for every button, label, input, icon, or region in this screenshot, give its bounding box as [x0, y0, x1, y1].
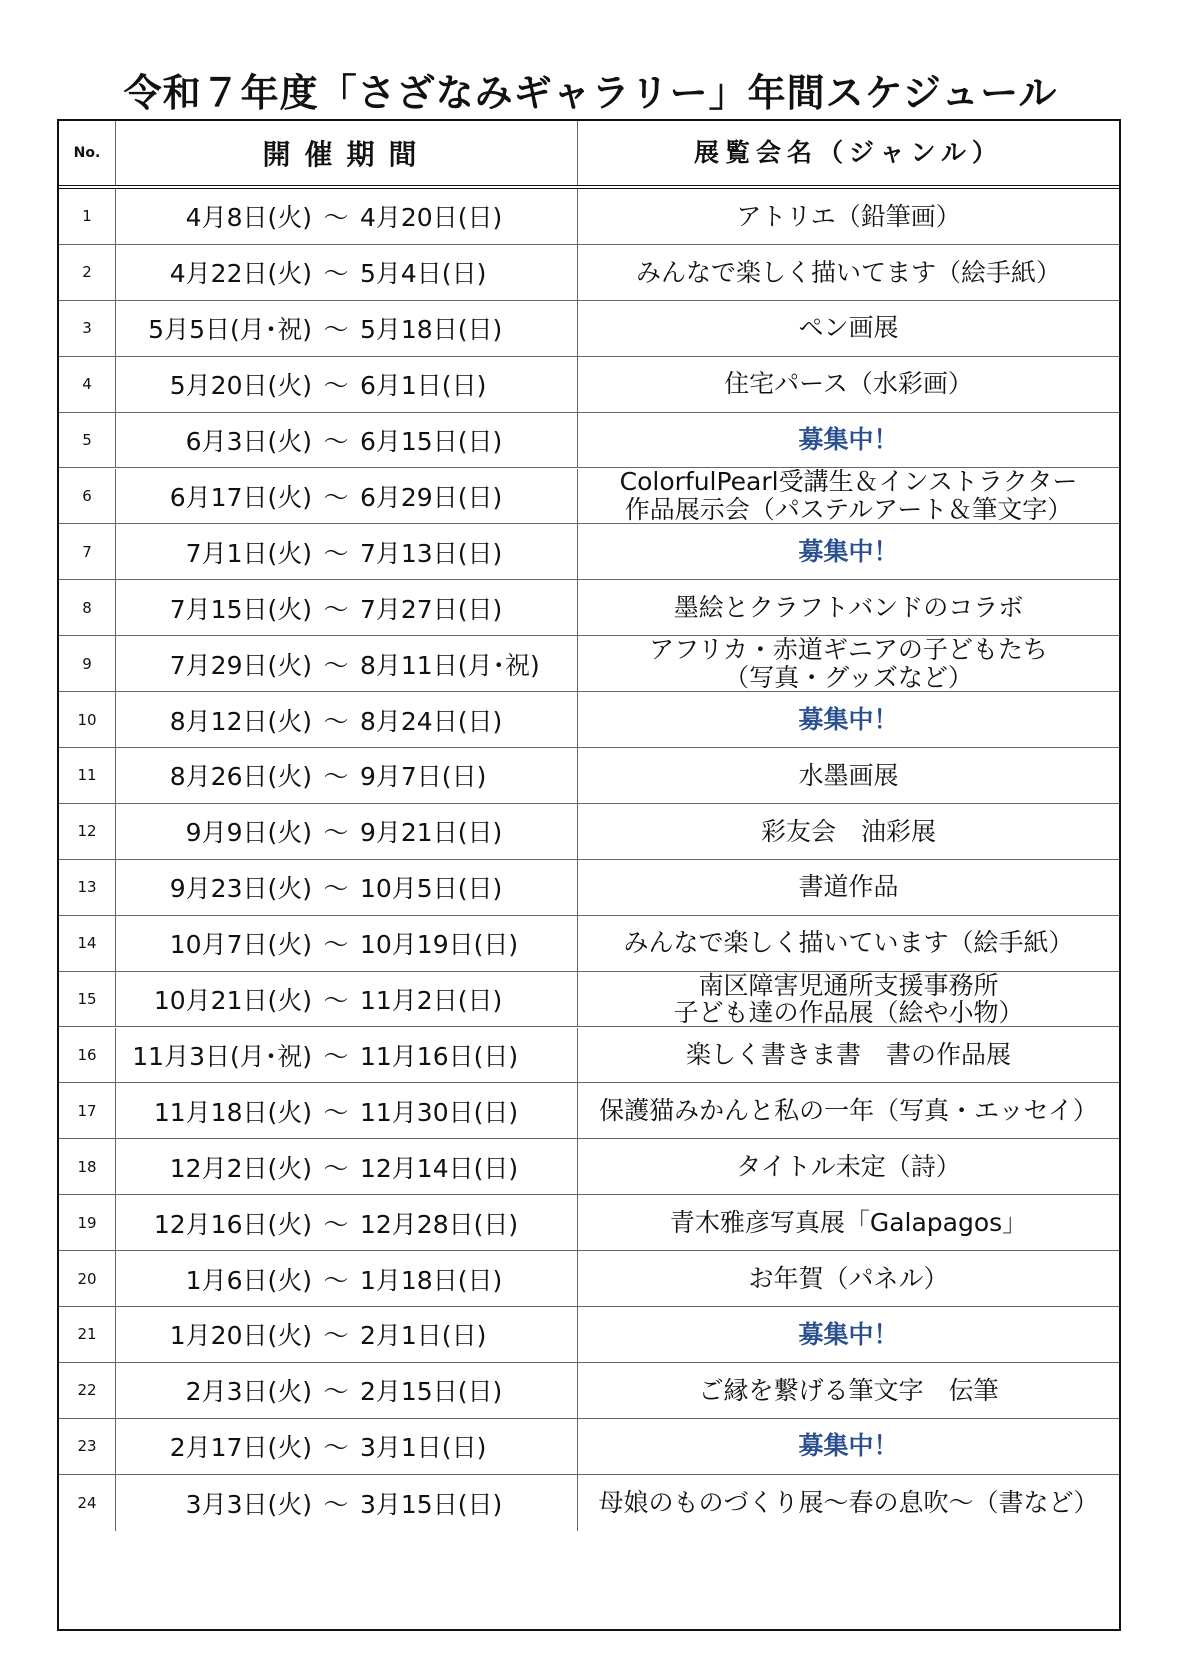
exhibition-name-line: 書道作品	[798, 872, 899, 902]
row-period	[116, 692, 578, 747]
exhibition-name-line: 青木雅彦写真展「Galapagos」	[669, 1207, 1028, 1237]
period-end: 8月24日(日)	[360, 706, 503, 736]
period-separator: ～	[323, 482, 349, 512]
period-end: 6月15日(日)	[360, 427, 503, 457]
exhibition-name	[578, 1028, 1119, 1083]
row-number: 4	[59, 357, 116, 412]
period-separator: ～	[323, 259, 349, 289]
exhibition-name	[578, 1083, 1119, 1138]
row-period	[116, 1307, 578, 1362]
exhibition-name	[578, 1195, 1119, 1250]
row-number: 15	[59, 972, 116, 1027]
period-start: 2月3日(火)	[185, 1377, 312, 1407]
period-separator: ～	[323, 538, 349, 568]
period-end: 10月19日(日)	[360, 930, 519, 960]
exhibition-name-line: ご縁を繋げる筆文字 伝筆	[698, 1375, 999, 1405]
period-start: 7月1日(火)	[185, 538, 312, 568]
period-end: 6月29日(日)	[360, 482, 503, 512]
row-number: 16	[59, 1028, 116, 1083]
period-end: 9月7日(日)	[360, 762, 487, 792]
period-separator: ～	[323, 1433, 349, 1463]
period-start: 1月20日(火)	[169, 1321, 312, 1351]
exhibition-name	[578, 972, 1119, 1027]
period-start: 5月5日(月･祝)	[148, 315, 312, 345]
row-number: 11	[59, 748, 116, 803]
period-start: 12月2日(火)	[169, 1153, 312, 1183]
row-number: 20	[59, 1251, 116, 1306]
row-period	[116, 1419, 578, 1474]
table-row	[59, 524, 1119, 580]
table-row	[59, 357, 1119, 413]
period-start: 6月17日(火)	[169, 482, 312, 512]
period-separator: ～	[323, 986, 349, 1016]
exhibition-name	[578, 1251, 1119, 1306]
period-separator: ～	[323, 650, 349, 680]
period-end: 7月13日(日)	[360, 538, 503, 568]
table-row	[59, 580, 1119, 636]
exhibition-name-line: （写真・グッズなど）	[724, 662, 973, 692]
period-start: 9月9日(火)	[185, 818, 312, 848]
period-separator: ～	[323, 1153, 349, 1183]
table-row	[59, 1419, 1119, 1475]
header-period: 開催期間	[116, 121, 578, 185]
recruiting-label	[578, 524, 1119, 579]
table-row	[59, 1307, 1119, 1363]
table-row	[59, 804, 1119, 860]
period-end: 12月28日(日)	[360, 1209, 519, 1239]
period-start: 9月23日(火)	[169, 874, 312, 904]
row-number: 6	[59, 469, 116, 524]
period-end: 1月18日(日)	[360, 1265, 503, 1295]
period-start: 5月20日(火)	[169, 371, 312, 401]
exhibition-name-line: みんなで楽しく描いてます（絵手紙）	[635, 257, 1061, 287]
exhibition-name-line: 住宅パース（水彩画）	[724, 369, 973, 399]
table-row	[59, 1475, 1119, 1531]
period-separator: ～	[323, 818, 349, 848]
recruiting-label	[578, 413, 1119, 468]
period-separator: ～	[323, 1489, 349, 1519]
table-row	[59, 1363, 1119, 1419]
exhibition-name-line: 子ども達の作品展（絵や小物）	[673, 998, 1024, 1028]
row-period	[116, 1028, 578, 1083]
period-start: 8月26日(火)	[169, 762, 312, 792]
period-end: 5月18日(日)	[360, 315, 503, 345]
period-end: 9月21日(日)	[360, 818, 503, 848]
row-number: 21	[59, 1307, 116, 1362]
exhibition-name-line: 募集中！	[798, 537, 899, 567]
table-row	[59, 1251, 1119, 1307]
exhibition-name-line: アフリカ・赤道ギニアの子どもたち	[649, 635, 1048, 665]
period-start: 11月3日(月･祝)	[132, 1041, 312, 1071]
row-number: 23	[59, 1419, 116, 1474]
period-end: 2月1日(日)	[360, 1321, 487, 1351]
period-separator: ～	[323, 1097, 349, 1127]
exhibition-name-line: 募集中！	[798, 1431, 899, 1461]
period-start: 1月6日(火)	[185, 1265, 312, 1295]
period-end: 3月1日(日)	[360, 1433, 487, 1463]
row-number: 17	[59, 1083, 116, 1138]
row-period	[116, 469, 578, 524]
period-start: 4月22日(火)	[169, 259, 312, 289]
period-separator: ～	[323, 1265, 349, 1295]
period-start: 10月7日(火)	[169, 930, 312, 960]
table-row	[59, 189, 1119, 245]
exhibition-name	[578, 357, 1119, 412]
period-start: 2月17日(火)	[169, 1433, 312, 1463]
period-end: 4月20日(日)	[360, 203, 503, 233]
recruiting-label	[578, 1419, 1119, 1474]
row-period	[116, 748, 578, 803]
row-period	[116, 357, 578, 412]
exhibition-name-line: お年賀（パネル）	[748, 1263, 949, 1293]
table-row	[59, 1083, 1119, 1139]
period-separator: ～	[323, 930, 349, 960]
exhibition-name	[578, 636, 1119, 691]
exhibition-name-line: 母娘のものづくり展～春の息吹～（書など）	[598, 1487, 1099, 1517]
exhibition-name	[578, 804, 1119, 859]
table-row	[59, 916, 1119, 972]
period-end: 10月5日(日)	[360, 874, 503, 904]
exhibition-name-line: 楽しく書きま書 書の作品展	[685, 1040, 1011, 1070]
table-row	[59, 636, 1119, 692]
table-row	[59, 1139, 1119, 1195]
period-end: 5月4日(日)	[360, 259, 487, 289]
period-end: 11月2日(日)	[360, 986, 503, 1016]
exhibition-name-line: 募集中！	[798, 425, 899, 455]
exhibition-name	[578, 189, 1119, 244]
exhibition-name	[578, 1475, 1119, 1531]
row-period	[116, 1083, 578, 1138]
header-name: 展覧会名（ジャンル）	[694, 138, 1003, 168]
exhibition-name-line: みんなで楽しく描いています（絵手紙）	[623, 928, 1074, 958]
row-period	[116, 580, 578, 635]
exhibition-name	[578, 301, 1119, 356]
exhibition-name	[578, 245, 1119, 300]
exhibition-name-line: 募集中！	[798, 1319, 899, 1349]
table-row	[59, 748, 1119, 804]
row-period	[116, 1363, 578, 1418]
table-header	[59, 121, 1119, 189]
period-separator: ～	[323, 427, 349, 457]
row-period	[116, 636, 578, 691]
period-separator: ～	[323, 706, 349, 736]
table-row	[59, 245, 1119, 301]
row-period	[116, 301, 578, 356]
exhibition-name-line: 作品展示会（パステルアート＆筆文字）	[624, 494, 1073, 524]
period-separator: ～	[323, 371, 349, 401]
table-row	[59, 692, 1119, 748]
row-period	[116, 1195, 578, 1250]
exhibition-name-line: 募集中！	[798, 704, 899, 734]
period-end: 12月14日(日)	[360, 1153, 519, 1183]
row-period	[116, 1475, 578, 1531]
period-separator: ～	[323, 1209, 349, 1239]
row-period	[116, 972, 578, 1027]
exhibition-name	[578, 1139, 1119, 1194]
exhibition-name-line: 南区障害児通所支援事務所	[698, 970, 999, 1000]
row-number: 19	[59, 1195, 116, 1250]
table-row	[59, 301, 1119, 357]
exhibition-name	[578, 1363, 1119, 1418]
row-number: 8	[59, 580, 116, 635]
exhibition-name	[578, 748, 1119, 803]
table-row	[59, 1195, 1119, 1251]
period-start: 6月3日(火)	[185, 427, 312, 457]
period-separator: ～	[323, 1321, 349, 1351]
row-number: 12	[59, 804, 116, 859]
period-end: 8月11日(月･祝)	[360, 650, 540, 680]
row-period	[116, 1251, 578, 1306]
period-start: 4月8日(火)	[185, 203, 312, 233]
row-period	[116, 860, 578, 915]
row-number: 5	[59, 413, 116, 468]
exhibition-name-line: 保護猫みかんと私の一年（写真・エッセイ）	[599, 1096, 1098, 1126]
row-period	[116, 413, 578, 468]
row-number: 9	[59, 636, 116, 691]
exhibition-name	[578, 916, 1119, 971]
exhibition-name	[578, 860, 1119, 915]
row-period	[116, 916, 578, 971]
period-end: 3月15日(日)	[360, 1489, 503, 1519]
exhibition-name-line: ペン画展	[798, 313, 899, 343]
row-period	[116, 189, 578, 244]
row-number: 18	[59, 1139, 116, 1194]
row-number: 7	[59, 524, 116, 579]
page-title: 令和７年度「さざなみギャラリー」年間スケジュール	[123, 71, 1058, 115]
row-period	[116, 1139, 578, 1194]
period-end: 11月16日(日)	[360, 1041, 519, 1071]
exhibition-name-line: 墨絵とクラフトバンドのコラボ	[673, 592, 1024, 622]
period-end: 7月27日(日)	[360, 594, 503, 624]
period-start: 3月3日(火)	[185, 1489, 312, 1519]
row-number: 1	[59, 189, 116, 244]
recruiting-label	[578, 692, 1119, 747]
table-row	[59, 972, 1119, 1028]
period-separator: ～	[323, 874, 349, 904]
period-start: 8月12日(火)	[169, 706, 312, 736]
row-period	[116, 245, 578, 300]
period-start: 12月16日(火)	[153, 1209, 312, 1239]
period-end: 6月1日(日)	[360, 371, 487, 401]
row-period	[116, 524, 578, 579]
period-separator: ～	[323, 315, 349, 345]
period-start: 11月18日(火)	[153, 1097, 312, 1127]
period-separator: ～	[323, 203, 349, 233]
schedule-table	[57, 119, 1121, 1631]
period-start: 7月29日(火)	[169, 650, 312, 680]
recruiting-label	[578, 1307, 1119, 1362]
period-end: 2月15日(日)	[360, 1377, 503, 1407]
period-separator: ～	[323, 762, 349, 792]
exhibition-name-line: 水墨画展	[798, 760, 899, 790]
period-separator: ～	[323, 594, 349, 624]
row-number: 13	[59, 860, 116, 915]
table-row	[59, 1028, 1119, 1084]
row-number: 2	[59, 245, 116, 300]
period-separator: ～	[323, 1041, 349, 1071]
header-no: No.	[59, 121, 116, 185]
table-row	[59, 469, 1119, 525]
table-row	[59, 413, 1119, 469]
exhibition-name-line: タイトル未定（詩）	[736, 1151, 961, 1181]
row-number: 24	[59, 1475, 116, 1531]
exhibition-name-line: 彩友会 油彩展	[760, 816, 936, 846]
table-row	[59, 860, 1119, 916]
period-separator: ～	[323, 1377, 349, 1407]
exhibition-name-line: ColorfulPearl受講生＆インストラクター	[619, 467, 1078, 497]
row-period	[116, 804, 578, 859]
period-start: 7月15日(火)	[169, 594, 312, 624]
row-number: 22	[59, 1363, 116, 1418]
period-end: 11月30日(日)	[360, 1097, 519, 1127]
exhibition-name	[578, 469, 1119, 524]
row-number: 14	[59, 916, 116, 971]
row-number: 10	[59, 692, 116, 747]
exhibition-name-line: アトリエ（鉛筆画）	[736, 201, 961, 231]
row-number: 3	[59, 301, 116, 356]
exhibition-name	[578, 580, 1119, 635]
period-start: 10月21日(火)	[153, 986, 312, 1016]
